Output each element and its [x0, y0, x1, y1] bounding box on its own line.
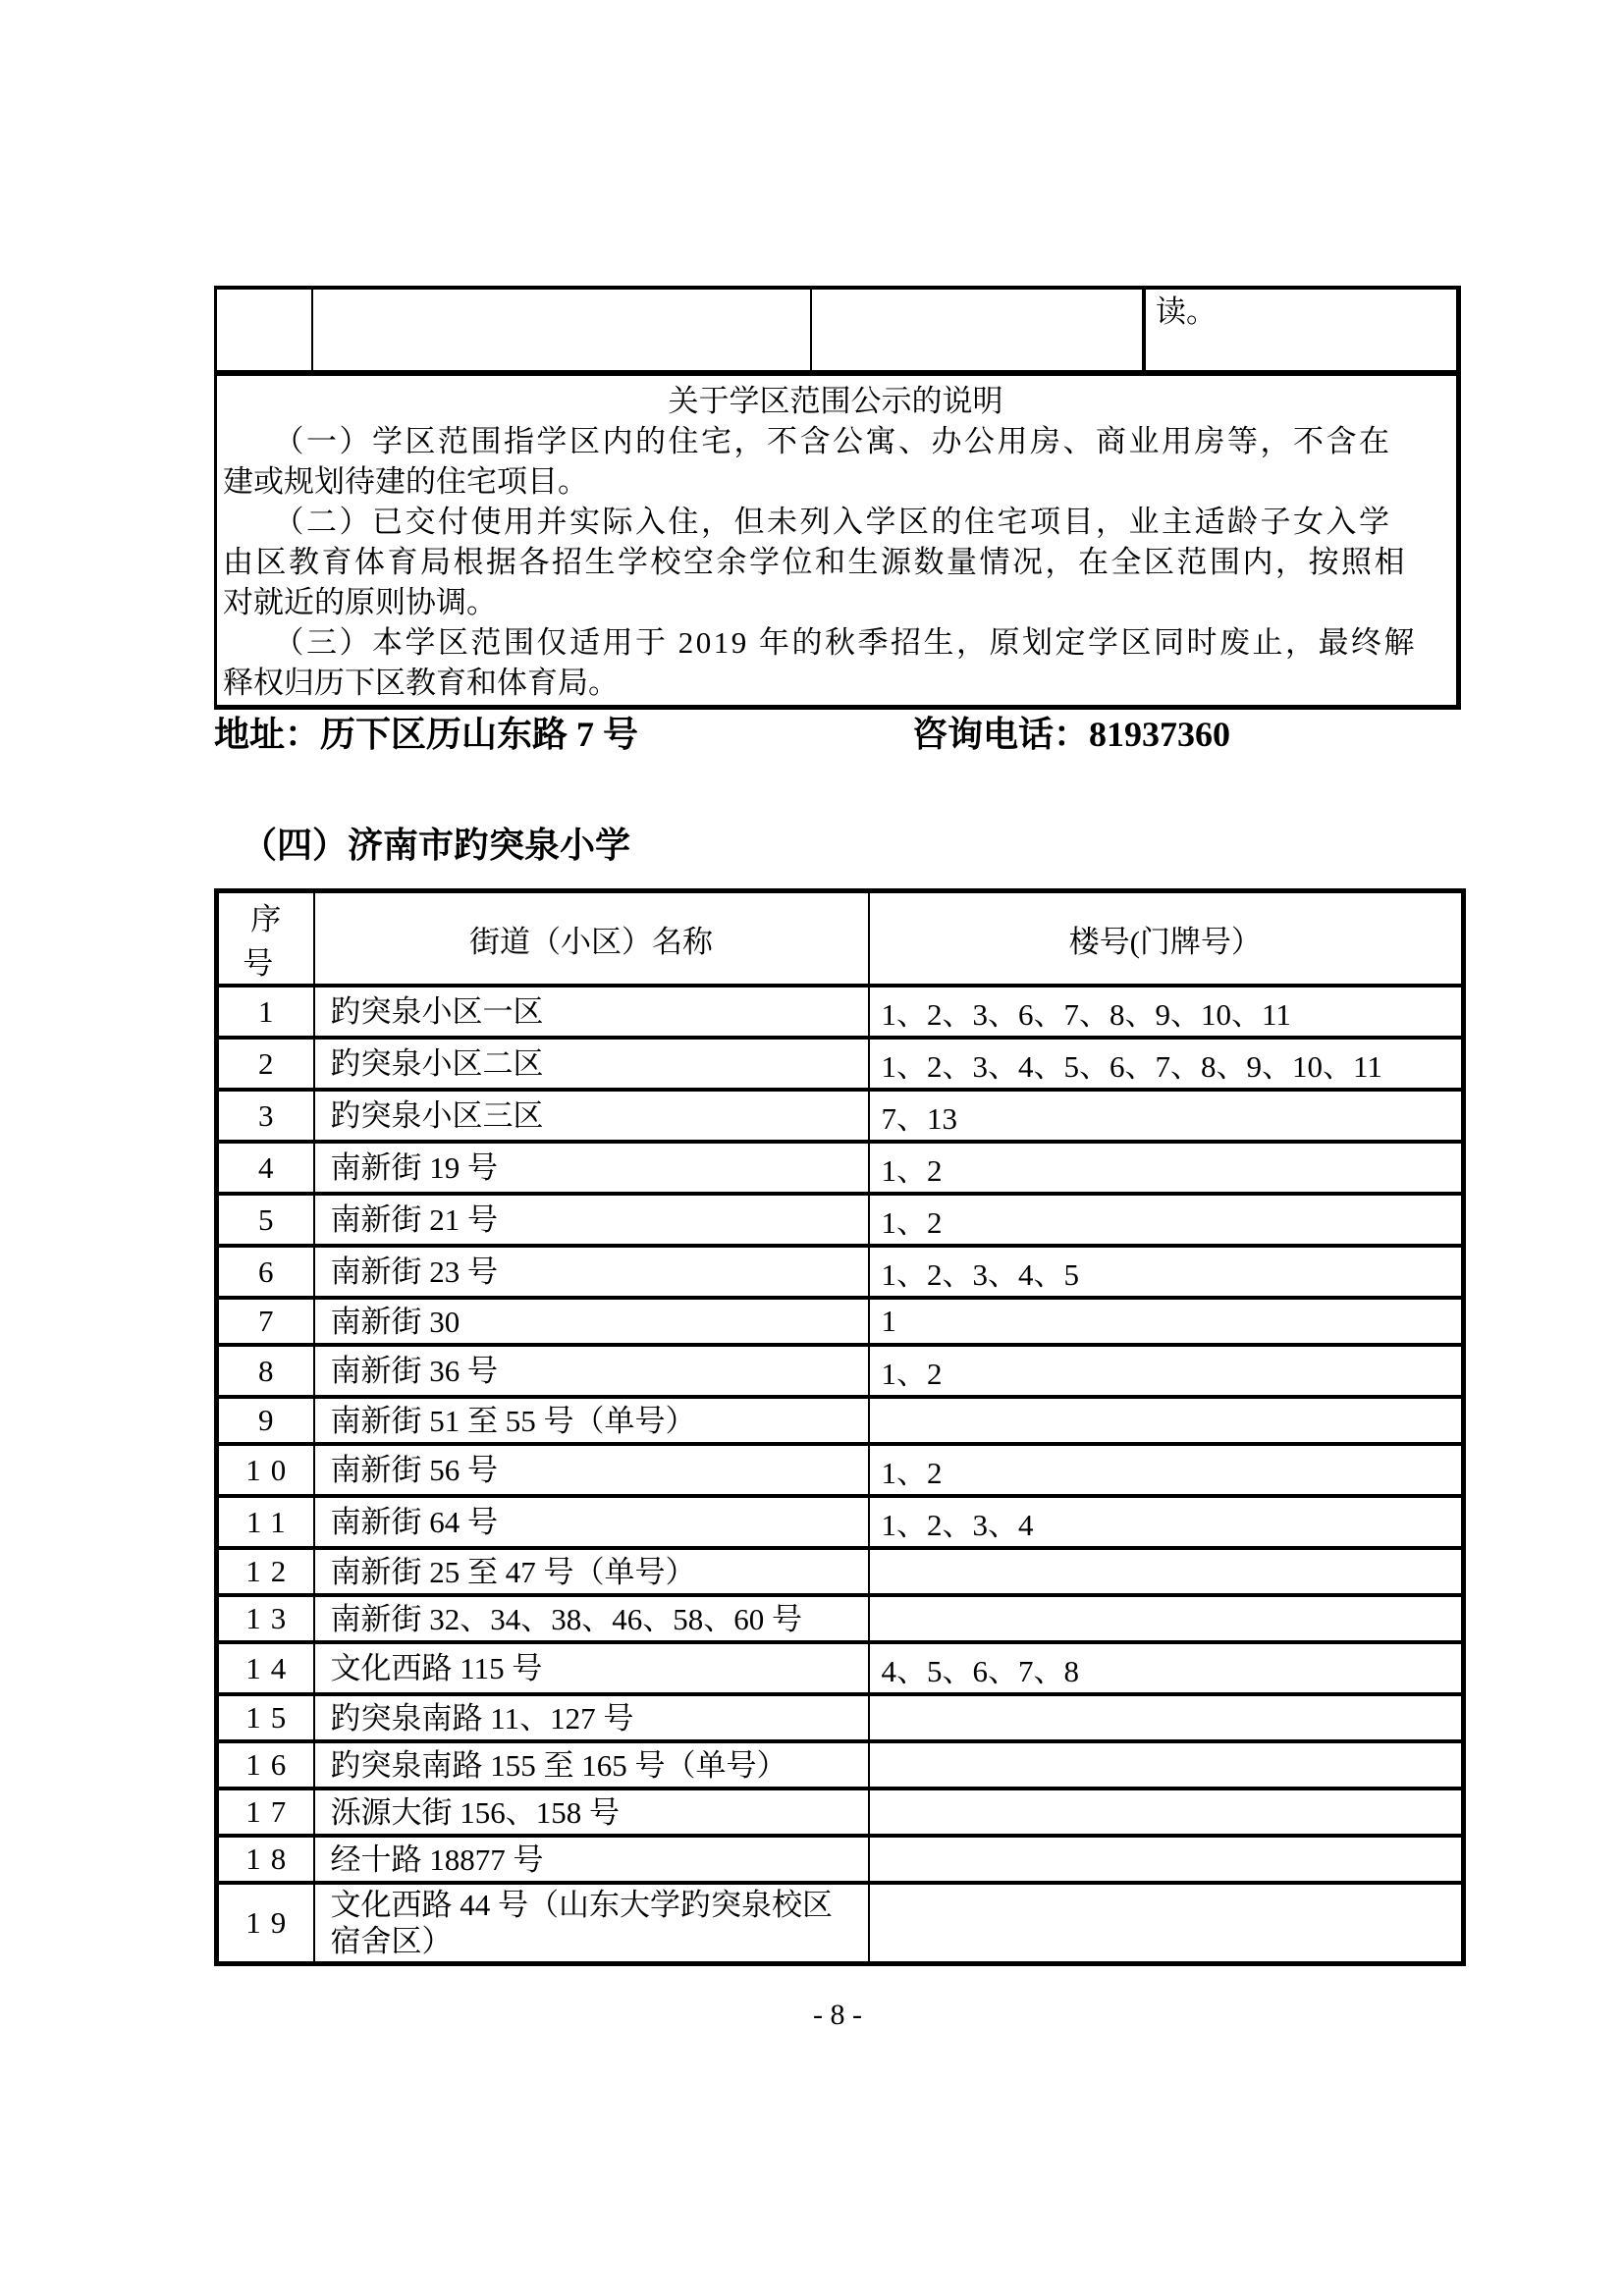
row-index-cell: 2	[217, 1038, 314, 1090]
column-header-index: 序号	[217, 891, 314, 987]
table-row	[217, 1741, 1464, 1789]
numbers-cell: 1、2	[869, 1345, 1464, 1397]
street-name-cell: 经十路 18877 号	[314, 1836, 869, 1883]
numbers-cell: 1、2、3、4	[869, 1496, 1464, 1548]
street-name-cell: 南新街 56 号	[314, 1444, 869, 1496]
numbers-cell: 1、2	[869, 1194, 1464, 1246]
table-row	[217, 1642, 1464, 1694]
table-row	[217, 1194, 1464, 1246]
table-row	[217, 1298, 1464, 1345]
table-row	[217, 1090, 1464, 1142]
notice-line: 建或规划待建的住宅项目。	[223, 464, 588, 499]
table-cell-empty	[217, 290, 313, 370]
numbers-cell	[869, 1741, 1464, 1789]
row-index-cell: 13	[217, 1595, 314, 1642]
numbers-cell: 7、13	[869, 1090, 1464, 1142]
street-name-cell: 趵突泉小区三区	[314, 1090, 869, 1142]
street-name-cell: 文化西路 115 号	[314, 1642, 869, 1694]
numbers-cell	[869, 1836, 1464, 1883]
section-heading: （四）济南市趵突泉小学	[242, 826, 631, 865]
school-district-table	[214, 888, 1466, 1966]
table-row	[217, 1694, 1464, 1741]
notice-line: （三）本学区范围仅适用于 2019 年的秋季招生，原划定学区同时废止，最终解	[223, 625, 1417, 660]
street-name-cell: 南新街 32、34、38、46、58、60 号	[314, 1595, 869, 1642]
phone-text: 咨询电话：81937360	[912, 715, 1231, 754]
numbers-cell	[869, 1548, 1464, 1595]
row-index-cell: 9	[217, 1397, 314, 1444]
table-row	[217, 1444, 1464, 1496]
row-index-cell: 1	[217, 986, 314, 1038]
table-cell-empty	[812, 290, 1146, 370]
table-row	[217, 1397, 1464, 1444]
row-index-cell: 3	[217, 1090, 314, 1142]
column-header-street: 街道（小区）名称	[314, 891, 869, 987]
numbers-cell	[869, 1883, 1464, 1964]
street-name-cell: 泺源大街 156、158 号	[314, 1789, 869, 1836]
street-name-cell: 南新街 64 号	[314, 1496, 869, 1548]
street-name-cell: 南新街 51 至 55 号（单号）	[314, 1397, 869, 1444]
row-index-cell: 14	[217, 1642, 314, 1694]
street-name-cell: 趵突泉小区二区	[314, 1038, 869, 1090]
row-index-cell: 17	[217, 1789, 314, 1836]
numbers-cell: 1、2、3、4、5	[869, 1246, 1464, 1298]
table-cell-continuation-text: 读。	[1156, 294, 1218, 329]
street-name-cell: 南新街 25 至 47 号（单号）	[314, 1548, 869, 1595]
table-row	[217, 1038, 1464, 1090]
street-name-cell: 趵突泉小区一区	[314, 986, 869, 1038]
table-row	[217, 986, 1464, 1038]
row-index-cell: 7	[217, 1298, 314, 1345]
address-text: 地址：历下区历山东路 7 号	[214, 715, 639, 754]
notice-line: 对就近的原则协调。	[223, 585, 497, 619]
street-name-cell: 南新街 19 号	[314, 1142, 869, 1194]
table-row	[217, 1496, 1464, 1548]
row-index-cell: 5	[217, 1194, 314, 1246]
street-name-cell: 趵突泉南路 155 至 165 号（单号）	[314, 1741, 869, 1789]
street-name-cell: 南新街 36 号	[314, 1345, 869, 1397]
table-row	[217, 1142, 1464, 1194]
table-row	[217, 1345, 1464, 1397]
table-body	[217, 986, 1464, 1964]
street-name-cell: 趵突泉南路 11、127 号	[314, 1694, 869, 1741]
table-row	[217, 1595, 1464, 1642]
street-name-cell: 南新街 21 号	[314, 1194, 869, 1246]
row-index-cell: 4	[217, 1142, 314, 1194]
row-index-cell: 11	[217, 1496, 314, 1548]
numbers-cell	[869, 1694, 1464, 1741]
notice-line: （一）学区范围指学区内的住宅，不含公寓、办公用房、商业用房等，不含在	[223, 424, 1392, 458]
numbers-cell: 1、2	[869, 1444, 1464, 1496]
table-row	[217, 1836, 1464, 1883]
notice-title: 关于学区范围公示的说明	[668, 384, 1003, 418]
table-row	[217, 1246, 1464, 1298]
street-name-cell: 南新街 30	[314, 1298, 869, 1345]
row-index-cell: 16	[217, 1741, 314, 1789]
row-index-cell: 12	[217, 1548, 314, 1595]
street-name-cell: 文化西路 44 号（山东大学趵突泉校区宿舍区）	[314, 1883, 869, 1964]
numbers-cell	[869, 1397, 1464, 1444]
numbers-cell: 4、5、6、7、8	[869, 1642, 1464, 1694]
table-header-row	[217, 891, 1464, 987]
notice-line: 由区教育体育局根据各招生学校空余学位和生源数量情况，在全区范围内，按照相	[223, 545, 1407, 579]
numbers-cell: 1	[869, 1298, 1464, 1345]
top-table-fragment	[214, 286, 1461, 376]
row-index-cell: 8	[217, 1345, 314, 1397]
page-number: - 8 -	[813, 1999, 862, 2031]
row-index-cell: 15	[217, 1694, 314, 1741]
row-index-cell: 10	[217, 1444, 314, 1496]
street-name-cell: 南新街 23 号	[314, 1246, 869, 1298]
table-row	[217, 1548, 1464, 1595]
row-index-cell: 6	[217, 1246, 314, 1298]
numbers-cell	[869, 1789, 1464, 1836]
table-cell-empty	[313, 290, 812, 370]
notice-line: 释权归历下区教育和体育局。	[223, 666, 619, 700]
table-row	[217, 1789, 1464, 1836]
numbers-cell: 1、2、3、4、5、6、7、8、9、10、11	[869, 1038, 1464, 1090]
numbers-cell: 1、2、3、6、7、8、9、10、11	[869, 986, 1464, 1038]
notice-box	[214, 376, 1461, 710]
row-index-cell: 18	[217, 1836, 314, 1883]
numbers-cell: 1、2	[869, 1142, 1464, 1194]
table-row	[217, 1883, 1464, 1964]
notice-line: （二）已交付使用并实际入住，但未列入学区的住宅项目，业主适龄子女入学	[223, 505, 1392, 539]
address-line	[214, 713, 1461, 760]
column-header-numbers: 楼号(门牌号）	[869, 891, 1464, 987]
numbers-cell	[869, 1595, 1464, 1642]
row-index-cell: 19	[217, 1883, 314, 1964]
